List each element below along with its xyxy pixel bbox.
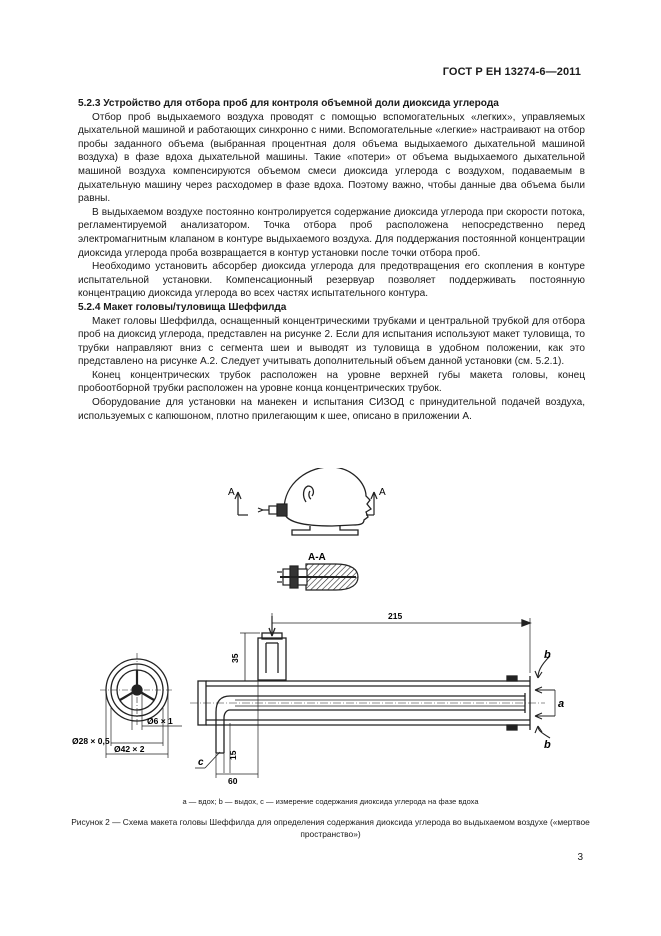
page-number: 3: [577, 852, 583, 863]
section-mark-left-label: A: [228, 487, 235, 498]
tube-front-view: [100, 653, 182, 758]
paragraph: В выдыхаемом воздухе постоянно контролируется содержание диоксида углерода при скорости потока, регламентируемой анализатором. Точка отбора проб расположена непосредственно перед электромагнитным клапаном в контуре выдыхаемого воздуха. Для поддержания постоянной концентрации диоксида углерода проба возвращается в контур установки после точки отбора проб.: [78, 206, 585, 259]
section-heading-5-2-4: 5.2.4 Макет головы/туловища Шеффилда: [78, 301, 287, 313]
document-header: ГОСТ Р ЕН 13274-6—2011: [442, 66, 581, 78]
section-view-a-a: [277, 564, 358, 590]
label-a: a: [558, 698, 565, 710]
label-c: c: [198, 757, 204, 768]
section-heading-5-2-3: 5.2.3 Устройство для отбора проб для контроля объемной доли диоксида углерода: [78, 98, 499, 109]
paragraph: Макет головы Шеффилда, оснащенный концентрическими трубками и центральной трубкой для отбора проб на диоксид углерода, представлен на рисунке 2. Если для испытания используют макет туловища, то трубки направляют вниз с сегмента шеи и выводят из туловища в удобном положении, как это представлено на рисунке А.2. Следует учитывать дополнительный объем данной установки (см. 5.2.1).: [78, 315, 585, 368]
dimension-d6: Ø6 × 1: [147, 716, 173, 726]
paragraph: Отбор проб выдыхаемого воздуха проводят с помощью вспомогательных «легких», управляемых дыхательной машиной и работающих синхронно с ними. Вспомогательные «легкие» настраивают на отбор пробы заданного объема (выбранная процентная доля объема выдыхаемого дыхательной машиной воздуха) в фазе вдоха дыхательной машины. Такие «потери» от объема выдыхаемого дыхательной машиной воздуха компенсируются объемом смеси диоксида углерода с воздухом, подаваемым в дыхательную машину через расходомер в фазе вдоха. Поэтому важно, чтобы данные два объема были равны.: [78, 111, 585, 205]
dimension-15: 15: [228, 750, 238, 760]
dimension-35: 35: [230, 653, 240, 663]
dimension-60: 60: [228, 776, 238, 786]
head-sampling-connector: [258, 504, 287, 516]
paragraph: Конец концентрических трубок расположен на уровне верхней губы макета головы, конец пробоотборной трубки расположен на уровне конца концентрических трубок.: [78, 369, 585, 395]
label-b-bottom: b: [544, 739, 551, 751]
label-b-top: b: [544, 649, 551, 661]
figure-caption: Рисунок 2 — Схема макета головы Шеффилда для определения содержания диоксида углерода во выдыхаемом воздухе («мертвое пространство»): [71, 817, 590, 839]
body-text: [78, 97, 585, 423]
flow-arrows: [535, 656, 555, 738]
tube-side-view: [190, 613, 545, 778]
figure-2-drawing: [70, 468, 590, 798]
section-mark-right-label: A: [379, 487, 386, 498]
paragraph: Оборудование для установки на манекен и испытания СИЗОД с принудительной подачей воздуха, используемых с капюшоном, плотно прилегающим к шее, описано в приложении А.: [78, 397, 585, 422]
paragraph: Необходимо установить абсорбер диоксида углерода для предотвращения его скопления в контуре испытательной установки. Компенсационный резервуар позволяет поддерживать постоянную концентрацию диоксида углерода во всех частях испытательного контура.: [78, 261, 585, 300]
figure-legend: а — вдох; b — выдох, с — измерение содержания диоксида углерода на фазе вдоха: [182, 797, 479, 806]
dimension-d28: Ø28 × 0,5: [72, 736, 110, 746]
head-side-view: [284, 468, 371, 535]
section-mark-left: [235, 492, 248, 515]
dimension-d42: Ø42 × 2: [114, 744, 145, 754]
section-view-label: А-А: [308, 552, 326, 563]
dimension-215: 215: [388, 611, 403, 621]
